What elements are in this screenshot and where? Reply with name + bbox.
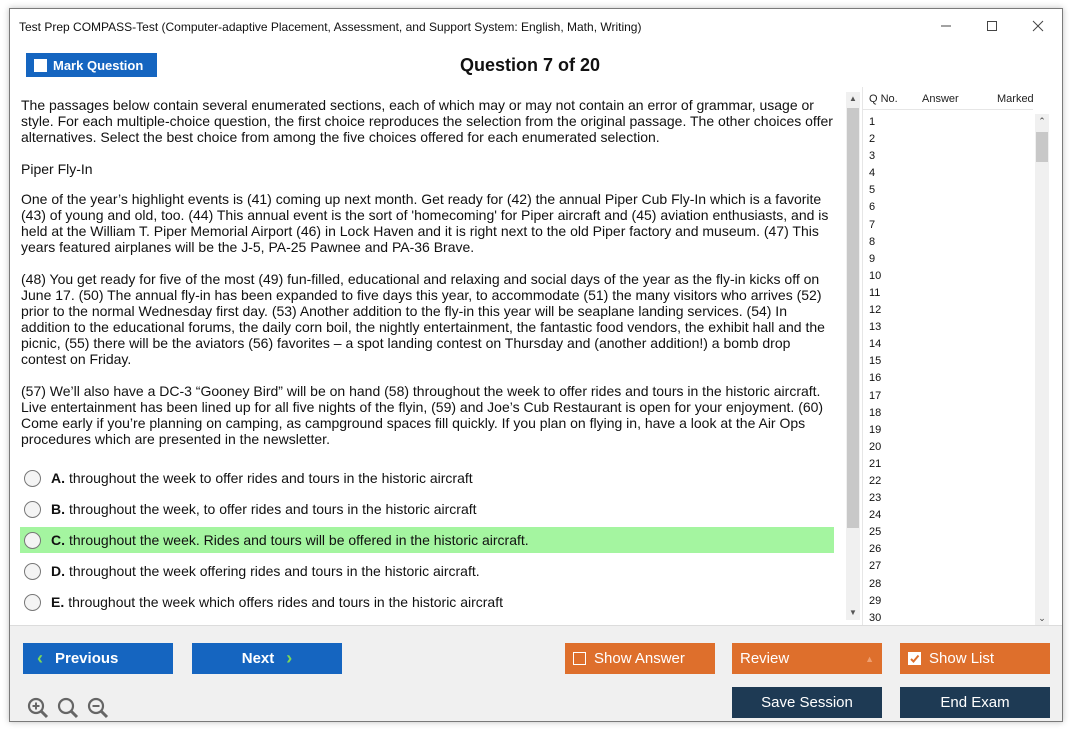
previous-button[interactable] [23, 643, 173, 674]
radio-button[interactable] [24, 501, 41, 518]
radio-button[interactable] [24, 470, 41, 487]
zoom-reset-icon[interactable] [56, 696, 80, 720]
question-list-row[interactable]: 4 [869, 167, 876, 180]
option-letter: C. [51, 532, 65, 548]
question-list-row[interactable]: 30 [869, 611, 882, 624]
checkmark-icon [909, 653, 920, 664]
minimize-icon [940, 20, 952, 32]
review-dropdown[interactable] [732, 643, 882, 674]
question-list-row[interactable]: 9 [869, 252, 876, 265]
header-qno: Q No. [869, 93, 898, 105]
show-answer-checkbox[interactable] [573, 652, 586, 665]
maximize-button[interactable] [969, 13, 1015, 39]
question-list-row[interactable]: 20 [869, 440, 882, 453]
bottom-toolbar [10, 625, 1062, 722]
question-list-row[interactable]: 17 [869, 389, 882, 402]
question-list-row[interactable]: 21 [869, 457, 882, 470]
question-list-row[interactable]: 23 [869, 492, 882, 505]
instructions-text: The passages below contain several enumerated sections, each of which may or may not contain an error of grammar, usage or style. For each multiple-choice question, the first choice reproduces the selection from the original passage. The other choices offer alternatives. Select the best choice from among the five choices offered for each enumerated selection. [21, 97, 833, 145]
show-answer-label: Show Answer [594, 650, 685, 667]
chevron-down-icon[interactable]: ⌄ [1038, 613, 1046, 623]
passage-scrollbar[interactable] [846, 92, 860, 620]
mark-question-button[interactable] [26, 53, 157, 77]
app-window [9, 8, 1063, 722]
question-list-row[interactable]: 22 [869, 474, 882, 487]
question-list-row[interactable]: 13 [869, 321, 882, 334]
dropdown-arrow-icon: ▲ [865, 653, 874, 664]
question-list-row[interactable]: 2 [869, 133, 876, 146]
option-letter: E. [51, 594, 65, 610]
passage-title: Piper Fly-In [21, 161, 93, 177]
question-list-row[interactable]: 26 [869, 543, 882, 556]
question-list-row[interactable]: 29 [869, 594, 882, 607]
option-b[interactable] [20, 496, 834, 522]
question-list-row[interactable]: 18 [869, 406, 882, 419]
question-list-row[interactable]: 25 [869, 526, 882, 539]
show-list-button[interactable] [900, 643, 1050, 674]
end-exam-label: End Exam [940, 694, 1010, 711]
chevron-up-icon[interactable]: ⌃ [1038, 116, 1046, 126]
question-list-rows [863, 114, 1033, 627]
next-button[interactable] [192, 643, 342, 674]
option-text: throughout the week offering rides and tours in the historic aircraft. [69, 563, 480, 579]
question-list-row[interactable]: 14 [869, 338, 882, 351]
next-label: Next [241, 650, 275, 667]
question-list-panel [862, 87, 1049, 625]
zoom-out-icon[interactable] [86, 696, 110, 720]
end-exam-button[interactable] [900, 687, 1050, 718]
scroll-thumb[interactable] [847, 108, 859, 528]
previous-label: Previous [55, 650, 119, 667]
question-list-row[interactable]: 8 [869, 235, 876, 248]
question-list-row[interactable]: 5 [869, 184, 876, 197]
question-list-row[interactable]: 19 [869, 423, 882, 436]
show-list-checkbox[interactable] [908, 652, 921, 665]
question-list-row[interactable]: 1 [869, 116, 876, 128]
save-session-label: Save Session [761, 694, 853, 711]
review-label: Review [740, 650, 790, 667]
question-list-row[interactable]: 10 [869, 269, 882, 282]
question-list-row[interactable]: 11 [869, 286, 881, 299]
close-button[interactable] [1015, 13, 1061, 39]
chevron-right-icon: › [286, 648, 293, 668]
question-list-header [863, 87, 1033, 110]
option-letter: A. [51, 470, 65, 486]
mark-checkbox-icon [34, 59, 47, 72]
option-a[interactable] [20, 465, 834, 491]
header-marked: Marked [997, 93, 1034, 105]
question-list-row[interactable]: 16 [869, 372, 882, 385]
question-list-row[interactable]: 28 [869, 577, 882, 590]
question-list-row[interactable]: 6 [869, 201, 876, 214]
option-letter: D. [51, 563, 65, 579]
scroll-thumb[interactable] [1036, 132, 1048, 162]
show-list-label: Show List [929, 650, 995, 667]
scroll-up-icon[interactable]: ▲ [849, 94, 857, 103]
zoom-in-icon[interactable] [26, 696, 50, 720]
passage-paragraph: One of the year’s highlight events is (41) coming up next month. Get ready for (42) the annual Piper Cub Fly-In which is a favorite (43) of young and old, too. (44) This annual event is the sort of 'homecoming' for Piper aircraft and (45) aviation enthusiasts, and is held at the William T. Piper Memorial Airport (46) in Lock Haven and it is right next to the old Piper factory and museum. (47) This years featured airplanes will be the J-5, PA-25 Pawnee and PA-36 Brave. [21, 191, 829, 255]
radio-button[interactable] [24, 594, 41, 611]
close-icon [1032, 20, 1044, 32]
option-text: throughout the week, to offer rides and tours in the historic aircraft [69, 501, 477, 517]
radio-button[interactable] [24, 532, 41, 549]
option-text: throughout the week. Rides and tours will be offered in the historic aircraft. [69, 532, 529, 548]
option-text: throughout the week to offer rides and tours in the historic aircraft [69, 470, 473, 486]
option-c[interactable] [20, 527, 834, 553]
scroll-down-icon[interactable]: ▼ [849, 608, 857, 617]
question-list-row[interactable]: 24 [869, 509, 882, 522]
question-list-scrollbar[interactable] [1035, 114, 1049, 625]
passage-paragraph: (57) We’ll also have a DC-3 “Gooney Bird” will be on hand (58) throughout the week to offer rides and tours in the historic aircraft. Live entertainment has been lined up for all five nights of the flyin, (59) and Joe’s Cub Restaurant is open for your enjoyment. (60) Come early if you’re planning on camping, as campground spaces fill quickly. If you plan on flying in, have a look at the Air Ops procedures which are presented in the newsletter. [21, 383, 824, 447]
passage-paragraph: (48) You get ready for five of the most (49) fun-filled, educational and relaxing and social days of the year as the fly-in kicks off on June 17. (50) The annual fly-in has been expanded to five days this year, to accommodate (51) the many visitors who arrives (52) prior to the normal Wednesday first day. (53) Another addition to the fly-in this year will be seaplane landing services. (54) In addition to the educational forums, the daily corn boil, the nightly entertainment, the fantastic food vendors, the exhibit hall and the picnic, (55) there will be the aviators (56) favorites – a spot landing contest on Thursday and (another addition!) a bomb drop contest on Friday. [21, 271, 825, 367]
header-answer: Answer [922, 93, 959, 105]
option-e[interactable] [20, 589, 834, 615]
chevron-left-icon: ‹ [37, 648, 43, 668]
maximize-icon [986, 20, 998, 32]
title-bar [10, 9, 1062, 42]
question-list-row[interactable]: 27 [869, 560, 882, 573]
window-title: Test Prep COMPASS-Test (Computer-adaptive Placement, Assessment, and Support System: English, Math, Writing) [19, 20, 642, 34]
option-text: throughout the week which offers rides and tours in the historic aircraft [68, 594, 503, 610]
question-list-row[interactable]: 3 [869, 150, 876, 163]
option-letter: B. [51, 501, 65, 517]
option-d[interactable] [20, 558, 834, 584]
question-title: Question 7 of 20 [459, 55, 601, 75]
save-session-button[interactable] [732, 687, 882, 718]
show-answer-button[interactable] [565, 643, 715, 674]
minimize-button[interactable] [923, 13, 969, 39]
question-list-row[interactable]: 15 [869, 355, 882, 368]
answer-options [20, 465, 834, 620]
question-list-row[interactable]: 7 [869, 218, 876, 231]
question-list-row[interactable]: 12 [869, 304, 882, 317]
radio-button[interactable] [24, 563, 41, 580]
mark-question-label: Mark Question [53, 57, 144, 73]
